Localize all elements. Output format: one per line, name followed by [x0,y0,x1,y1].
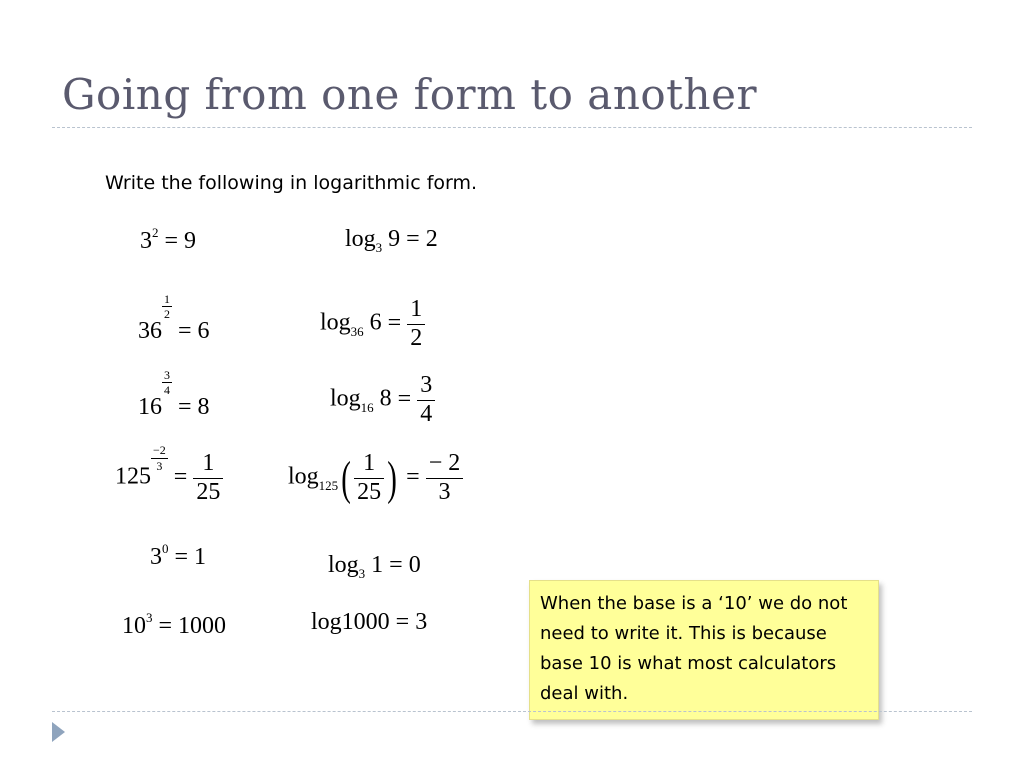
exp-result: 6 [197,318,210,345]
exp-equation-4 [115,443,223,506]
exp-power-fraction: $\frac{-2}{3}$ [153,443,166,473]
left-parenthesis: ( [341,451,351,505]
log-result-fraction: $\frac{- 2}{3}$ [426,450,464,506]
right-parenthesis: ) [387,451,397,505]
equals-sign: = [406,226,420,252]
exp-equation-2 [138,292,210,345]
top-divider [52,127,972,128]
exp-equation-5 [150,541,207,571]
equals-sign: = [395,609,410,635]
log-word: log [345,226,376,252]
equals-sign: = [178,394,192,421]
log-equation-3 [330,372,435,428]
exp-result: 1 [194,544,207,570]
exp-power-fraction: $\frac{1}{2}$ [164,292,170,322]
equals-sign: = [164,228,179,254]
exp-power: 2 [152,225,159,240]
instruction-text: Write the following in logarithmic form. [105,172,478,194]
log-base: 3 [358,566,366,581]
log-base: 36 [350,323,364,339]
equals-sign: = [397,385,412,412]
exp-power: 0 [162,541,169,556]
exp-equation-1 [140,225,197,255]
log-word: log [320,309,351,336]
exp-result: 9 [184,228,197,254]
log-word: log [288,463,319,490]
equals-sign: = [173,463,188,490]
log-expression: log1000 [311,609,390,635]
log-argument-fraction: $\frac{1}{25}$ [354,450,384,506]
log-argument: 6 [369,309,382,336]
exp-equation-6 [122,610,227,640]
log-argument: 8 [379,385,392,412]
equals-sign: = [389,552,403,578]
log-word: log [328,552,359,578]
exp-equation-3 [138,368,210,421]
log-result: 0 [408,552,421,578]
log-result: 2 [425,226,438,252]
slide-title: Going from one form to another [62,70,758,119]
equals-sign: = [406,463,420,490]
log-word: log [330,385,361,412]
exp-power-fraction: $\frac{3}{4}$ [164,368,170,398]
log-equation-5 [328,552,421,579]
exp-base: 10 [122,613,146,639]
triangle-bullet-icon [52,722,65,742]
exp-result-fraction: $\frac{1}{25}$ [193,450,223,506]
exp-base: 36 [138,318,162,345]
log-equation-4 [288,450,463,506]
log-equation-6 [311,609,427,636]
log-result-fraction: $\frac{3}{4}$ [417,372,435,428]
exp-base: 125 [115,463,151,490]
log-base: 3 [375,240,383,255]
equals-sign: = [158,613,173,639]
log-base: 16 [360,399,374,415]
log-equation-1 [345,226,438,253]
log-result-fraction: $\frac{1}{2}$ [407,296,425,352]
bottom-divider [52,711,972,712]
exp-power: 3 [146,610,153,625]
equals-sign: = [387,309,402,336]
log-base: 125 [318,477,339,493]
exp-result: 8 [197,394,210,421]
exp-base: 3 [140,228,152,254]
log-result: 3 [415,609,428,635]
exp-base: 16 [138,394,162,421]
equals-sign: = [174,544,189,570]
log-argument: 1 [371,552,384,578]
log-equation-2 [320,296,425,352]
equals-sign: = [178,318,192,345]
callout-note: When the base is a ‘10’ we do not need to write it. This is because base 10 is what most calculators deal with. [529,580,879,720]
log-argument: 9 [388,226,401,252]
exp-base: 3 [150,544,162,570]
exp-result: 1000 [178,613,227,639]
